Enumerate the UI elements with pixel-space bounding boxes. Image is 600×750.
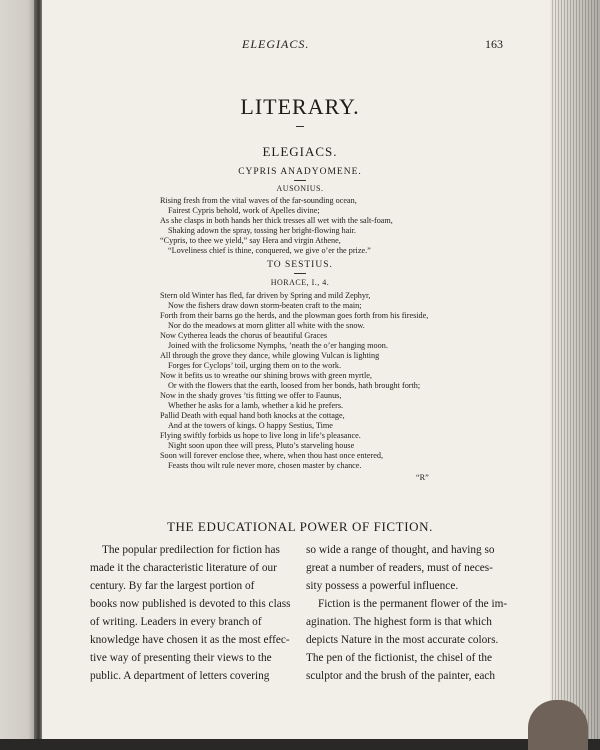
prose-line: books now published is devoted to this class (90, 598, 291, 610)
section-title: LITERARY. (240, 94, 360, 119)
poem-title: TO SESTIUS. (267, 260, 333, 270)
thumb (528, 700, 588, 750)
verse-line: Now it befits us to wreathe our shining brows with green myrtle, (160, 371, 372, 380)
verse-line: As she clasps in both hands her thick tresses all wet with the salt-foam, (160, 216, 393, 225)
verse-line: Fairest Cypris behold, work of Apelles divine; (168, 206, 320, 215)
verse-line: Joined with the frolicsome Nymphs, ’neath the o’er hanging moon. (168, 341, 388, 350)
page-number: 163 (485, 37, 503, 51)
poem-title: CYPRIS ANADYOMENE. (238, 167, 362, 177)
divider (294, 180, 306, 181)
verse-line: All through the grove they dance, while glowing Vulcan is lighting (160, 351, 380, 360)
verse-line: Now Cytherea leads the chorus of beautiful Graces (160, 331, 328, 340)
verse-line: Shaking adown the spray, tossing her bright-flowing hair. (168, 226, 356, 235)
poem-author: AUSONIUS. (276, 184, 324, 193)
prose-line: sity possess a powerful influence. (306, 580, 459, 592)
verse-line: “Cypris, to thee we yield,” say Hera and virgin Athene, (160, 236, 341, 245)
prose-line: made it the characteristic literature of our (90, 562, 277, 574)
essay-title: THE EDUCATIONAL POWER OF FICTION. (167, 519, 433, 534)
verse-line: Nor do the meadows at morn glitter all white with the snow. (168, 321, 365, 330)
verse-line: Soon will forever enclose thee, where, when thou hast once entered, (160, 451, 384, 460)
verse-line: Whether he asks for a lamb, whether a kid he prefers. (168, 401, 344, 410)
signature: “R” (416, 473, 429, 482)
prose-line: great a number of readers, must of neces- (306, 562, 493, 574)
verse-line: Flying swiftly forbids us hope to live long in life’s pleasance. (160, 431, 361, 440)
verse-line: Pallid Death with equal hand both knocks at the cottage, (160, 411, 345, 420)
prose-line: depicts Nature in the most accurate colors. (306, 634, 499, 646)
prose-line: public. A department of letters covering (90, 670, 270, 682)
poem-source: HORACE, I., 4. (270, 278, 330, 287)
prose-line: tive way of presenting their views to the (90, 652, 272, 664)
prose-line: The popular predilection for fiction has (102, 544, 280, 556)
verse-line: Or with the flowers that the earth, loosed from her bonds, hath brought forth; (168, 381, 421, 390)
verse-line: Night soon upon thee will press, Pluto’s starveling house (168, 441, 355, 450)
divider (294, 273, 306, 274)
prose-line: sculptor and the brush of the painter, each (306, 670, 496, 682)
verse-line: “Loveliness chief is thine, conquered, we give o’er the prize.” (168, 246, 371, 255)
verse-line: Rising fresh from the vital waves of the far-sounding ocean, (160, 196, 357, 205)
prose-line: of writing. Leaders in every branch of (90, 616, 262, 628)
prose-line: The pen of the fictionist, the chisel of the (306, 652, 493, 664)
running-header: ELEGIACS. (242, 37, 310, 51)
prose-line: century. By far the largest portion of (90, 580, 255, 592)
verse-line: Now in the shady groves ’tis fitting we offer to Faunus, (160, 391, 342, 400)
prose-line: so wide a range of thought, and having so (306, 544, 495, 556)
verse-line: Stern old Winter has fled, far driven by Spring and mild Zephyr, (160, 291, 371, 300)
prose-line: Fiction is the permanent flower of the im- (318, 598, 508, 610)
verse-line: And at the towers of kings. O happy Sestius, Time (168, 421, 333, 430)
divider (296, 126, 304, 127)
prose-line: knowledge have chosen it as the most effec- (90, 634, 290, 646)
verse-line: Forth from their barns go the herds, and the plowman goes forth from his fireside, (160, 311, 429, 320)
verse-line: Forges for Cyclops’ toil, urging them on to the work. (168, 361, 342, 370)
subsection-title: ELEGIACS. (262, 144, 338, 159)
prose-line: agination. The highest form is that which (306, 616, 492, 628)
verse-line: Feasts thou wilt rule never more, chosen master by chance. (168, 461, 362, 470)
verse-line: Now the fishers draw down storm-beaten craft to the main; (168, 301, 362, 310)
